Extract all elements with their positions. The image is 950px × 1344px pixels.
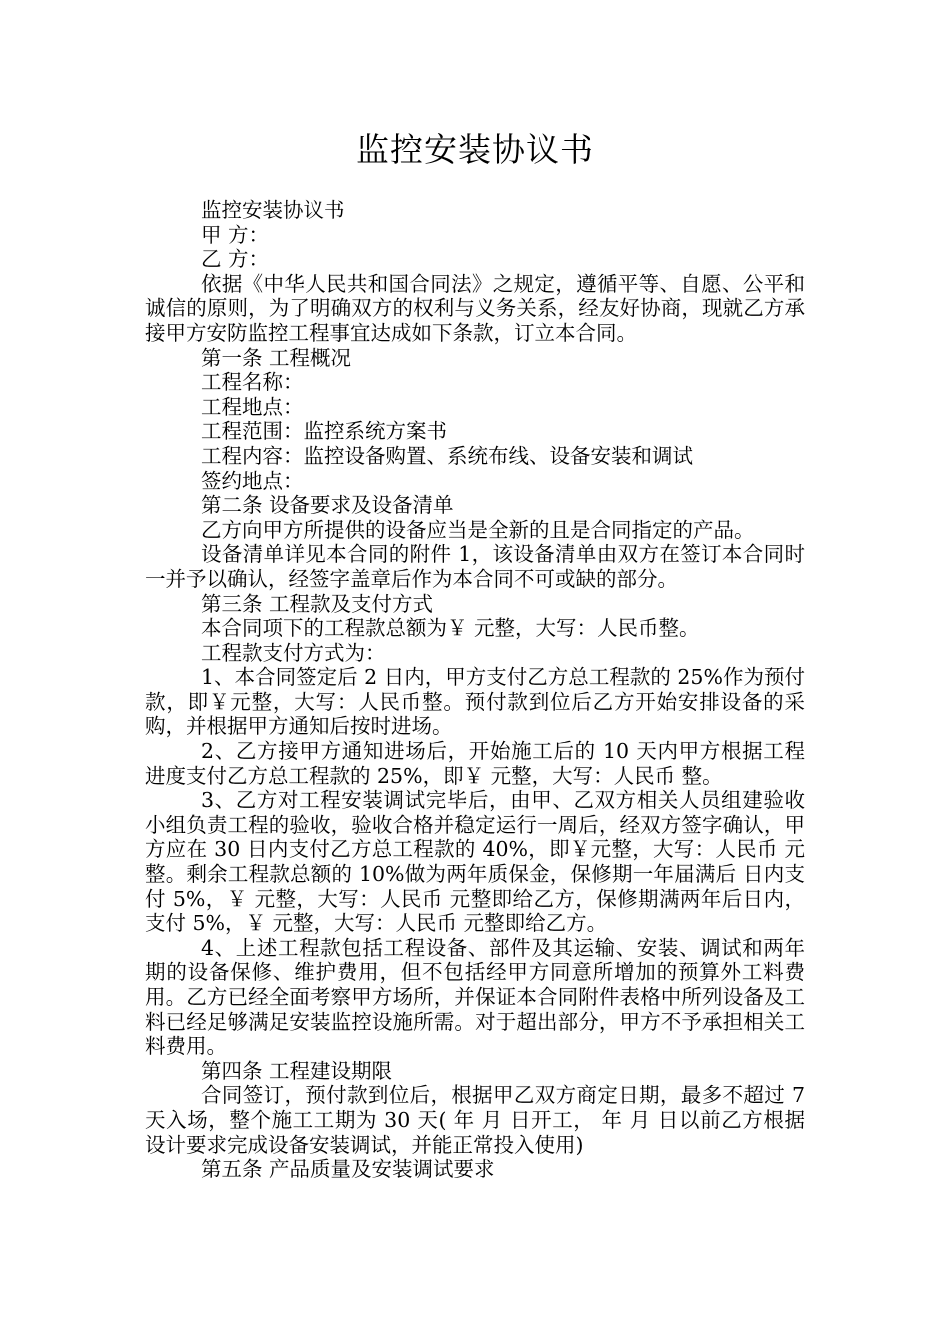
article-3-item-4: 4、上述工程款包括工程设备、部件及其运输、安装、调试和两年期的设备保修、维护费用，但不包括经甲方同意所增加的预算外工料费用。乙方已经全面考察甲方场所，并保证本合同附件表格中所列设备及工料已经足够满足安装监控设施所需。对于超出部分，甲方不予承担相关工料费用。 xyxy=(145,935,805,1059)
signing-location: 签约地点： xyxy=(201,468,304,493)
article-2-paragraph-1: 乙方向甲方所提供的设备应当是全新的且是合同指定的产品。 xyxy=(201,517,755,542)
paragraph-party-a: 甲 方： xyxy=(201,222,270,247)
paragraph-party-b: 乙 方： xyxy=(201,247,270,272)
project-name: 工程名称： xyxy=(201,370,304,395)
article-1-heading: 第一条 工程概况 xyxy=(201,345,352,370)
document-body xyxy=(145,198,805,1182)
article-2-paragraph-2: 设备清单详见本合同的附件 1，该设备清单由双方在签订本合同时一并予以确认，经签字盖章后作为本合同不可或缺的部分。 xyxy=(145,542,805,591)
article-5-heading: 第五条 产品质量及安装调试要求 xyxy=(201,1157,495,1182)
article-2-heading: 第二条 设备要求及设备清单 xyxy=(201,493,454,518)
article-3-item-3: 3、乙方对工程安装调试完毕后，由甲、乙双方相关人员组建验收小组负责工程的验收，验收合格并稳定运行一周后，经双方签字确认，甲方应在 30 日内支付乙方总工程款的 40%，即￥元整，大写：人民币 元整。剩余工程款总额的 10%做为两年质保金，保修期一年届满后 日内支付 5%，￥ 元整，大写：人民币 元整即给乙方，保修期满两年后日内，支付 5%，￥ 元整，大写：人民币 元整即给乙方。 xyxy=(145,788,805,936)
project-scope: 工程范围：监控系统方案书 xyxy=(201,419,447,444)
article-3-payment-method: 工程款支付方式为： xyxy=(201,640,386,665)
article-4-paragraph: 合同签订，预付款到位后，根据甲乙双方商定日期，最多不超过 7 天入场，整个施工工期为 30 天( 年 月 日开工， 年 月 日以前乙方根据设计要求完成设备安装调试，并能正常投入使用) xyxy=(145,1083,805,1157)
article-4-heading: 第四条 工程建设期限 xyxy=(201,1058,393,1083)
article-3-heading: 第三条 工程款及支付方式 xyxy=(201,591,434,616)
project-content: 工程内容：监控设备购置、系统布线、设备安装和调试 xyxy=(201,443,693,468)
paragraph-heading-repeat: 监控安装协议书 xyxy=(201,198,345,222)
document-title: 监控安装协议书 xyxy=(356,130,594,169)
paragraph-preamble: 依据《中华人民共和国合同法》之规定，遵循平等、自愿、公平和诚信的原则，为了明确双方的权利与义务关系，经友好协商，现就乙方承接甲方安防监控工程事宜达成如下条款，订立本合同。 xyxy=(145,271,805,345)
project-location: 工程地点： xyxy=(201,394,304,419)
article-3-item-2: 2、乙方接甲方通知进场后，开始施工后的 10 天内甲方根据工程进度支付乙方总工程款的 25%，即￥ 元整，大写：人民币 整。 xyxy=(145,739,805,788)
article-3-total-amount: 本合同项下的工程款总额为￥ 元整，大写：人民币整。 xyxy=(201,616,700,641)
article-3-item-1: 1、本合同签定后 2 日内，甲方支付乙方总工程款的 25%作为预付款，即￥元整，大写：人民币整。预付款到位后乙方开始安排设备的采购，并根据甲方通知后按时进场。 xyxy=(145,665,805,739)
